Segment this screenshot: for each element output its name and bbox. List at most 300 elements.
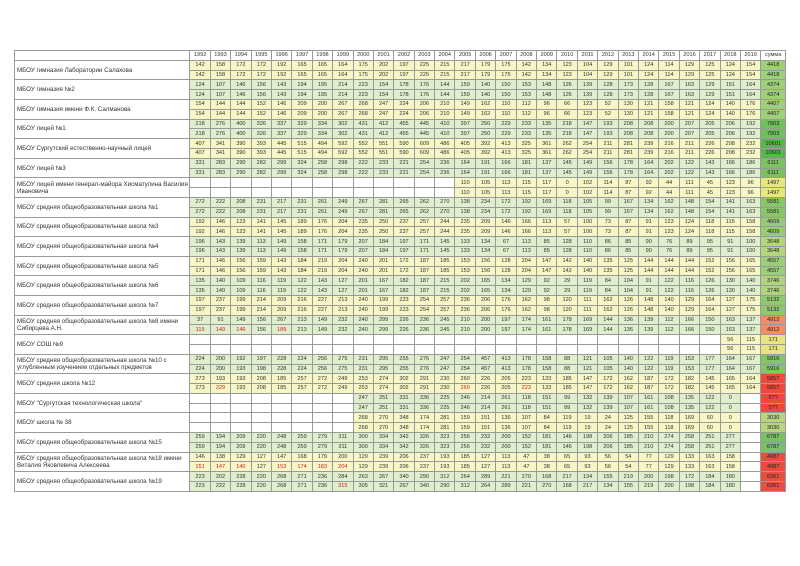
year-header: 2015 [659, 51, 679, 61]
value-cell: 276 [210, 129, 230, 139]
value-cell: 220 [251, 472, 271, 482]
value-cell: 224 [190, 364, 210, 374]
value-cell: 126 [618, 305, 638, 315]
value-cell: 199 [231, 305, 251, 315]
value-cell: 251 [373, 393, 393, 403]
value-cell: 185 [618, 433, 638, 443]
value-cell: 295 [373, 364, 393, 374]
value-cell: 186 [740, 168, 760, 178]
value-cell: 57 [557, 227, 577, 237]
value-cell: 274 [373, 374, 393, 384]
value-cell: 291 [414, 374, 434, 384]
value-cell [333, 403, 353, 413]
value-cell: 138 [455, 207, 475, 217]
value-cell: 208 [720, 148, 740, 158]
value-cell: 226 [700, 139, 720, 149]
value-cell: 162 [475, 99, 495, 109]
value-cell: 45 [700, 178, 720, 188]
value-cell: 208 [639, 119, 659, 129]
value-cell: 164 [740, 374, 760, 384]
value-cell: 197 [190, 295, 210, 305]
value-cell: 85 [618, 237, 638, 247]
value-cell: 156 [720, 266, 740, 276]
value-cell: 237 [414, 462, 434, 472]
value-cell: 140 [475, 90, 495, 100]
value-cell: 107 [516, 423, 536, 433]
value-cell: 156 [598, 158, 618, 168]
value-cell: 104 [618, 286, 638, 296]
value-cell: 174 [414, 423, 434, 433]
value-cell: 129 [231, 452, 251, 462]
value-cell: 162 [659, 197, 679, 207]
value-cell: 130 [720, 276, 740, 286]
value-cell: 92 [639, 178, 659, 188]
value-cell [740, 403, 760, 413]
value-cell: 158 [537, 364, 557, 374]
value-cell: 341 [210, 148, 230, 158]
value-cell: 129 [516, 276, 536, 286]
value-cell: 392 [475, 139, 495, 149]
value-cell: 140 [577, 266, 597, 276]
value-cell: 410 [435, 119, 455, 129]
value-cell: 302 [333, 119, 353, 129]
sum-cell: 6787 [761, 442, 786, 452]
value-cell [435, 344, 455, 354]
value-cell: 208 [231, 197, 251, 207]
year-header: 2010 [557, 51, 577, 61]
value-cell: 140 [475, 80, 495, 90]
value-cell: 76 [659, 237, 679, 247]
value-cell: 220 [251, 433, 271, 443]
value-cell [537, 335, 557, 345]
value-cell: 133 [537, 374, 557, 384]
value-cell: 110 [455, 178, 475, 188]
year-header: 1999 [333, 51, 353, 61]
table-row [15, 139, 786, 149]
value-cell: 149 [312, 325, 332, 335]
value-cell: 149 [271, 246, 291, 256]
value-cell: 223 [190, 482, 210, 492]
value-cell: 209 [475, 217, 495, 227]
value-cell: 267 [333, 109, 353, 119]
value-cell: 202 [210, 472, 230, 482]
value-cell: 116 [251, 286, 271, 296]
value-cell: 90 [639, 237, 659, 247]
value-cell: 210 [455, 315, 475, 325]
value-cell: 397 [455, 129, 475, 139]
value-cell: 156 [251, 80, 271, 90]
value-cell: 184 [700, 482, 720, 492]
value-cell: 342 [394, 442, 414, 452]
value-cell [292, 393, 312, 403]
school-name: МБОУ средняя общеобразовательная школа №18 имени Виталия Яковлевича Алексеева [15, 452, 190, 472]
value-cell: 144 [231, 109, 251, 119]
value-cell: 129 [700, 80, 720, 90]
value-cell: 289 [496, 482, 516, 492]
value-cell: 298 [333, 158, 353, 168]
value-cell [190, 178, 210, 188]
value-cell: 127 [475, 462, 495, 472]
value-cell [700, 335, 720, 345]
value-cell: 262 [557, 148, 577, 158]
value-cell: 173 [618, 90, 638, 100]
value-cell: 210 [435, 99, 455, 109]
value-cell: 250 [475, 129, 495, 139]
value-cell: 102 [577, 188, 597, 198]
value-cell: 198 [679, 482, 699, 492]
value-cell: 128 [557, 237, 577, 247]
value-cell [639, 344, 659, 354]
value-cell: 112 [659, 315, 679, 325]
value-cell: 200 [210, 364, 230, 374]
value-cell: 184 [373, 237, 393, 247]
sum-cell: 3746 [761, 286, 786, 296]
value-cell: 215 [435, 276, 455, 286]
value-cell [271, 413, 291, 423]
value-cell: 171 [312, 246, 332, 256]
value-cell: 99 [598, 197, 618, 207]
value-cell: 118 [659, 423, 679, 433]
value-cell: 302 [394, 374, 414, 384]
value-cell: 259 [190, 442, 210, 452]
sum-cell: 5916 [761, 364, 786, 374]
value-cell: 130 [720, 286, 740, 296]
value-cell: 154 [373, 80, 393, 90]
value-cell: 166 [720, 168, 740, 178]
value-cell [740, 442, 760, 452]
value-cell: 240 [353, 325, 373, 335]
value-cell: 324 [292, 158, 312, 168]
value-cell: 76 [659, 246, 679, 256]
value-cell: 311 [333, 433, 353, 443]
value-cell: 141 [251, 217, 271, 227]
table-row [15, 237, 786, 247]
value-cell: 111 [577, 305, 597, 315]
sum-cell: 5857 [761, 374, 786, 384]
value-cell: 47 [516, 462, 536, 472]
value-cell [618, 335, 638, 345]
value-cell: 0 [557, 188, 577, 198]
value-cell: 56 [720, 344, 740, 354]
value-cell: 340 [394, 472, 414, 482]
value-cell: 146 [271, 99, 291, 109]
value-cell: 91 [210, 315, 230, 325]
value-cell: 255 [394, 364, 414, 374]
value-cell: 151 [475, 423, 495, 433]
value-cell: 24 [598, 413, 618, 423]
value-cell: 390 [231, 148, 251, 158]
value-cell: 84 [537, 423, 557, 433]
value-cell [210, 403, 230, 413]
value-cell [210, 178, 230, 188]
value-cell: 609 [414, 148, 434, 158]
value-cell [414, 344, 434, 354]
value-cell: 299 [373, 325, 393, 335]
value-cell: 107 [210, 80, 230, 90]
value-cell: 290 [435, 482, 455, 492]
value-cell: 197 [496, 325, 516, 335]
value-cell: 124 [679, 217, 699, 227]
value-cell: 178 [618, 168, 638, 178]
value-cell: 195 [312, 80, 332, 90]
value-cell: 221 [394, 158, 414, 168]
value-cell [475, 335, 495, 345]
value-cell: 236 [414, 325, 434, 335]
value-cell: 187 [639, 384, 659, 394]
value-cell: 205 [496, 384, 516, 394]
value-cell: 222 [210, 482, 230, 492]
value-cell: 57 [557, 217, 577, 227]
value-cell: 118 [557, 207, 577, 217]
value-cell: 192 [516, 197, 536, 207]
value-cell: 192 [231, 354, 251, 364]
value-cell: 165 [475, 286, 495, 296]
year-header: 1993 [210, 51, 230, 61]
value-cell: 98 [537, 295, 557, 305]
value-cell: 178 [394, 80, 414, 90]
value-cell: 197 [394, 60, 414, 70]
value-cell: 125 [700, 70, 720, 80]
value-cell: 154 [190, 109, 210, 119]
value-cell: 290 [231, 168, 251, 178]
value-cell: 412 [373, 119, 393, 129]
value-cell: 185 [557, 374, 577, 384]
value-cell: 144 [210, 99, 230, 109]
value-cell [251, 335, 271, 345]
value-cell [231, 413, 251, 423]
year-header: 2012 [598, 51, 618, 61]
value-cell: 89 [679, 237, 699, 247]
value-cell: 407 [190, 139, 210, 149]
value-cell: 192 [190, 227, 210, 237]
value-cell: 52 [598, 99, 618, 109]
value-cell: 299 [271, 168, 291, 178]
value-cell [679, 335, 699, 345]
value-cell: 158 [659, 99, 679, 109]
value-cell: 134 [577, 472, 597, 482]
value-cell: 223 [394, 295, 414, 305]
year-header: 2003 [414, 51, 434, 61]
value-cell: 172 [598, 374, 618, 384]
value-cell: 123 [659, 227, 679, 237]
value-cell: 174 [292, 462, 312, 472]
value-cell: 282 [251, 158, 271, 168]
value-cell: 261 [496, 403, 516, 413]
value-cell [292, 344, 312, 354]
value-cell: 184 [700, 472, 720, 482]
value-cell: 552 [353, 148, 373, 158]
year-header: 2000 [353, 51, 373, 61]
value-cell [210, 188, 230, 198]
value-cell: 110 [577, 237, 597, 247]
value-cell [271, 344, 291, 354]
value-cell: 185 [618, 442, 638, 452]
value-cell: 400 [231, 119, 251, 129]
value-cell: 149 [271, 237, 291, 247]
value-cell: 73 [598, 227, 618, 237]
value-cell: 251 [373, 403, 393, 413]
value-cell: 272 [190, 207, 210, 217]
value-cell: 267 [394, 482, 414, 492]
value-cell: 132 [577, 403, 597, 413]
value-cell: 218 [190, 129, 210, 139]
value-cell: 236 [312, 482, 332, 492]
value-cell: 84 [598, 286, 618, 296]
value-cell [251, 393, 271, 403]
value-cell: 144 [659, 266, 679, 276]
value-cell: 222 [353, 158, 373, 168]
value-cell: 254 [414, 295, 434, 305]
sum-cell: 5132 [761, 305, 786, 315]
value-cell: 205 [496, 374, 516, 384]
value-cell: 176 [312, 227, 332, 237]
sum-cell: 6361 [761, 482, 786, 492]
value-cell: 329 [292, 129, 312, 139]
value-cell: 445 [414, 119, 434, 129]
value-cell: 172 [231, 60, 251, 70]
value-cell: 457 [475, 354, 495, 364]
value-cell: 348 [394, 413, 414, 423]
value-cell: 119 [271, 276, 291, 286]
value-cell: 222 [353, 168, 373, 178]
value-cell: 154 [190, 99, 210, 109]
value-cell: 127 [720, 295, 740, 305]
value-cell: 193 [598, 129, 618, 139]
value-cell: 455 [394, 129, 414, 139]
value-cell: 89 [679, 246, 699, 256]
value-cell: 134 [475, 237, 495, 247]
data-table-wrapper [14, 50, 786, 492]
value-cell: 218 [190, 119, 210, 129]
value-cell: 271 [292, 482, 312, 492]
value-cell: 156 [720, 256, 740, 266]
value-cell: 146 [271, 109, 291, 119]
value-cell: 123 [231, 227, 251, 237]
value-cell: 197 [496, 315, 516, 325]
value-cell: 202 [455, 286, 475, 296]
table-row [15, 178, 786, 188]
value-cell: 334 [373, 442, 393, 452]
value-cell: 163 [679, 80, 699, 90]
school-name: МБОУ средняя общеобразовательная школа №4 [15, 237, 190, 257]
value-cell: 172 [394, 256, 414, 266]
value-cell: 192 [271, 60, 291, 70]
value-cell: 270 [435, 197, 455, 207]
value-cell: 240 [353, 266, 373, 276]
value-cell: 236 [312, 472, 332, 482]
value-cell [271, 393, 291, 403]
value-cell [598, 344, 618, 354]
value-cell: 135 [679, 393, 699, 403]
value-cell: 129 [598, 70, 618, 80]
value-cell: 256 [312, 354, 332, 364]
value-cell: 86 [598, 237, 618, 247]
value-cell: 114 [598, 178, 618, 188]
value-cell: 119 [271, 286, 291, 296]
value-cell: 129 [598, 60, 618, 70]
value-cell: 149 [455, 99, 475, 109]
value-cell: 141 [251, 227, 271, 237]
value-cell: 270 [373, 413, 393, 423]
value-cell: 65 [557, 452, 577, 462]
value-cell: 129 [353, 452, 373, 462]
value-cell: 445 [271, 139, 291, 149]
table-row [15, 119, 786, 129]
value-cell: 146 [190, 452, 210, 462]
value-cell: 216 [292, 295, 312, 305]
value-cell: 65 [557, 462, 577, 472]
value-cell: 250 [373, 227, 393, 237]
value-cell: 84 [598, 276, 618, 286]
value-cell: 117 [537, 178, 557, 188]
value-cell: 139 [598, 403, 618, 413]
value-cell: 200 [639, 472, 659, 482]
value-cell: 156 [598, 168, 618, 178]
value-cell: 226 [394, 315, 414, 325]
value-cell: 91 [639, 217, 659, 227]
value-cell: 270 [435, 207, 455, 217]
value-cell: 145 [435, 237, 455, 247]
value-cell: 176 [496, 295, 516, 305]
value-cell: 151 [190, 462, 210, 472]
value-cell: 273 [190, 374, 210, 384]
value-cell: 164 [700, 305, 720, 315]
year-header: 2016 [679, 51, 699, 61]
value-cell: 277 [720, 442, 740, 452]
value-cell: 206 [475, 295, 495, 305]
value-cell: 126 [557, 90, 577, 100]
value-cell: 153 [679, 364, 699, 374]
value-cell: 393 [251, 148, 271, 158]
value-cell: 229 [496, 119, 516, 129]
value-cell: 187 [414, 266, 434, 276]
value-cell: 119 [577, 286, 597, 296]
value-cell: 272 [312, 374, 332, 384]
value-cell: 176 [496, 305, 516, 315]
value-cell: 206 [475, 305, 495, 315]
value-cell: 0 [720, 393, 740, 403]
value-cell: 235 [353, 227, 373, 237]
value-cell: 162 [516, 295, 536, 305]
value-cell: 405 [455, 139, 475, 149]
value-cell: 256 [455, 442, 475, 452]
value-cell: 158 [292, 237, 312, 247]
value-cell: 240 [353, 256, 373, 266]
value-cell: 158 [720, 452, 740, 462]
value-cell: 153 [516, 90, 536, 100]
value-cell: 124 [190, 80, 210, 90]
value-cell: 161 [537, 315, 557, 325]
value-cell: 112 [659, 325, 679, 335]
value-cell: 257 [292, 374, 312, 384]
value-cell: 0 [557, 178, 577, 188]
value-cell: 237 [414, 452, 434, 462]
value-cell: 552 [353, 139, 373, 149]
value-cell: 236 [435, 168, 455, 178]
value-cell: 299 [373, 315, 393, 325]
value-cell: 123 [231, 217, 251, 227]
schools-table [14, 50, 786, 492]
value-cell [394, 178, 414, 188]
value-cell: 163 [700, 452, 720, 462]
value-cell: 275 [333, 364, 353, 374]
value-cell: 215 [435, 286, 455, 296]
value-cell: 257 [435, 305, 455, 315]
value-cell: 232 [475, 442, 495, 452]
value-cell: 235 [353, 217, 373, 227]
value-cell: 254 [414, 168, 434, 178]
value-cell: 121 [679, 99, 699, 109]
